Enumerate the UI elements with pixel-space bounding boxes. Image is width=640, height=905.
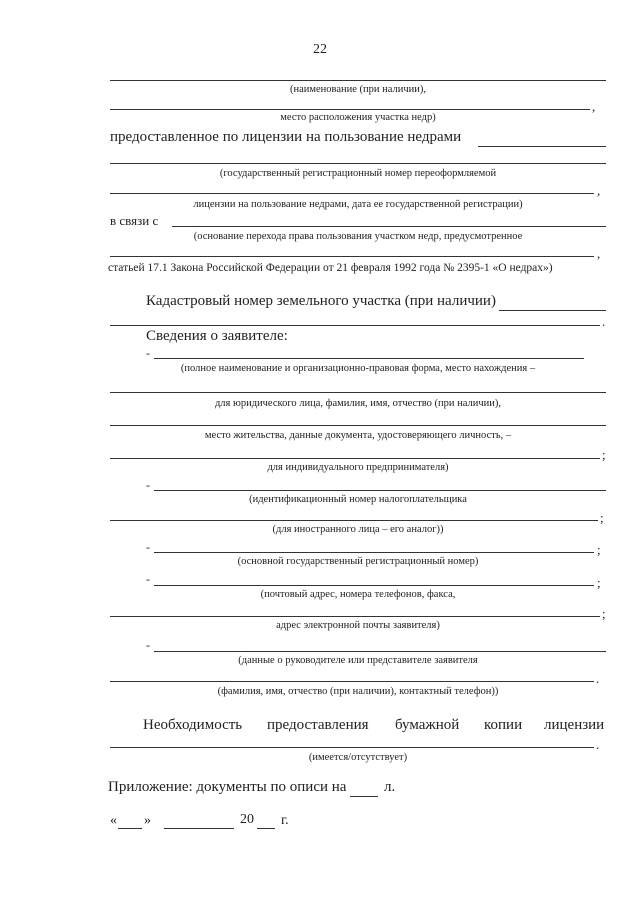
underline-residence[interactable] (110, 425, 606, 426)
comma: , (597, 183, 601, 198)
attachment-label: Приложение: документы по описи на (108, 779, 347, 795)
caption-transfer-basis: (основание перехода права пользования участком недр, предусмотренное (193, 231, 523, 242)
dash: - (146, 478, 150, 492)
underline-email[interactable] (110, 616, 600, 617)
underline-foreign[interactable] (110, 520, 598, 521)
caption-inn: (идентификационный номер налогоплательщика (249, 494, 467, 505)
article-text: статьей 17.1 Закона Российской Федерации от 21 февраля 1992 года № 2395-1 «О недрах») (108, 262, 553, 274)
caption-entrepreneur: для индивидуального предпринимателя) (267, 462, 449, 473)
underline-license[interactable] (478, 146, 606, 147)
underline-inn[interactable] (154, 490, 606, 491)
underline-name[interactable] (110, 80, 606, 81)
period: . (596, 671, 600, 686)
caption-reg-number: (государственный регистрационный номер переоформляемой (219, 168, 497, 179)
provided-label: предоставленное по лицензии на пользование недрами (110, 129, 462, 145)
underline-legal-entity[interactable] (110, 392, 606, 393)
dash: - (146, 540, 150, 554)
attachment-unit: л. (384, 779, 396, 795)
underline-fio[interactable] (110, 681, 594, 682)
underline-month[interactable] (164, 828, 234, 829)
comma: , (597, 246, 601, 261)
underline-postal[interactable] (154, 585, 594, 586)
caption-ogrn: (основной государственный регистрационный номер) (237, 556, 479, 567)
caption-email: адрес электронной почты заявителя) (276, 620, 440, 631)
date-year-prefix: 20 (240, 812, 254, 827)
semicolon: ; (602, 447, 606, 462)
date-open-quote: « (110, 813, 117, 828)
semicolon: ; (597, 542, 601, 557)
underline-transfer[interactable] (110, 256, 594, 257)
necessity-word-4: копии (484, 717, 523, 733)
caption-head: (данные о руководителе или представителе заявителя (238, 655, 478, 666)
necessity-word-3: бумажной (395, 717, 460, 733)
underline-available[interactable] (110, 747, 594, 748)
date-g: г. (281, 813, 289, 828)
caption-location: место расположения участка недр) (280, 112, 436, 123)
cadastral-label: Кадастровый номер земельного участка (при наличии) (146, 293, 496, 309)
necessity-word-1: Необходимость (143, 717, 243, 733)
page-number: 22 (313, 42, 327, 57)
underline-head[interactable] (154, 651, 606, 652)
underline-due-to[interactable] (172, 226, 606, 227)
underline-entrepreneur[interactable] (110, 458, 600, 459)
period: . (596, 737, 600, 752)
semicolon: ; (602, 606, 606, 621)
dash: - (146, 638, 150, 652)
caption-available: (имеется/отсутствует) (308, 752, 408, 763)
caption-residence: место жительства, данные документа, удостоверяющего личность, – (204, 430, 512, 441)
caption-full-name: (полное наименование и организационно-правовая форма, место нахождения – (180, 363, 536, 374)
caption-fio: (фамилия, имя, отчество (при наличии), контактный телефон)) (217, 686, 499, 697)
underline-location[interactable] (110, 109, 590, 110)
underline-cadastral-2[interactable] (110, 325, 600, 326)
underline-full-name[interactable] (154, 358, 584, 359)
dash: - (146, 572, 150, 586)
underline-reg-number[interactable] (110, 163, 606, 164)
necessity-word-5: лицензии (544, 717, 605, 733)
semicolon: ; (597, 575, 601, 590)
applicant-info-label: Сведения о заявителе: (146, 328, 288, 344)
underline-year[interactable] (257, 828, 275, 829)
semicolon: ; (600, 510, 604, 525)
due-to-label: в связи с (110, 213, 159, 228)
caption-legal-entity: для юридического лица, фамилия, имя, отчество (при наличии), (214, 398, 502, 409)
comma: , (592, 99, 596, 114)
underline-cadastral[interactable] (499, 310, 606, 311)
underline-pages[interactable] (350, 796, 378, 797)
dash: - (146, 346, 150, 360)
necessity-word-2: предоставления (267, 717, 369, 733)
date-close-quote: » (144, 813, 151, 828)
period: . (602, 314, 606, 329)
caption-name: (наименование (при наличии), (289, 84, 427, 95)
underline-day[interactable] (118, 828, 142, 829)
caption-postal: (почтовый адрес, номера телефонов, факса, (260, 589, 456, 600)
underline-license-date[interactable] (110, 193, 594, 194)
caption-license-date: лицензии на пользование недрами, дата ее государственной регистрации) (193, 199, 523, 210)
caption-foreign: (для иностранного лица – его аналог)) (272, 524, 444, 535)
underline-ogrn[interactable] (154, 552, 594, 553)
